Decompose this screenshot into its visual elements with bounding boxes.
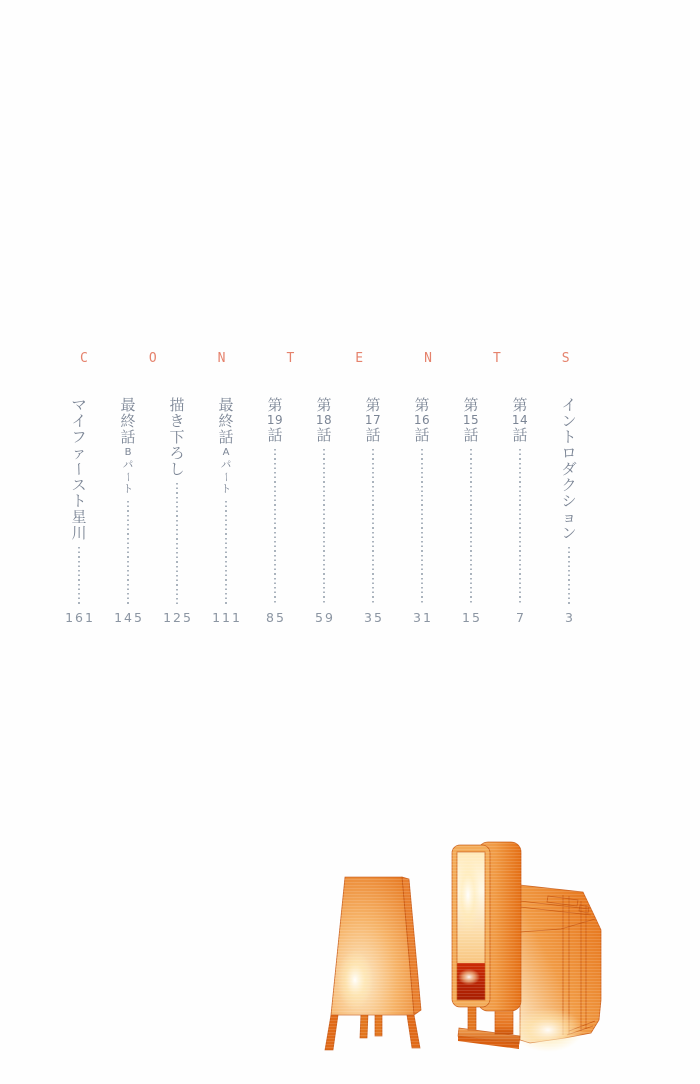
street-objects-illustration — [323, 835, 623, 1075]
toc-page-number: 7 — [516, 610, 526, 625]
dotted-leader — [519, 449, 521, 605]
toc-entry-char: 第 — [414, 396, 430, 414]
toc-page-number: 31 — [413, 610, 433, 625]
toc-entry-char: し — [169, 460, 185, 478]
toc-entry-char: 話 — [414, 426, 430, 444]
illuminated-standing-sign — [452, 842, 521, 1049]
toc-entry-char: イ — [561, 396, 577, 414]
toc-entry-char: ー — [70, 461, 88, 477]
toc-entry-char: 第 — [316, 396, 332, 414]
toc-entry-char: 話 — [463, 426, 479, 444]
toc-entry-char: 話 — [316, 426, 332, 444]
toc-entry-char: マ — [71, 396, 87, 414]
vending-machine — [513, 885, 601, 1052]
toc-entry-number: 19 — [266, 413, 284, 427]
toc-entry-number: A — [222, 447, 230, 458]
toc-entry-char: ク — [561, 476, 577, 494]
toc-list — [65, 396, 580, 625]
dotted-leader — [421, 449, 423, 605]
toc-entry — [362, 397, 384, 625]
toc-entry-number: B — [124, 447, 132, 458]
toc-entry-char: き — [169, 412, 185, 430]
toc-entry-title — [510, 397, 530, 443]
toc-entry-char: 第 — [365, 396, 381, 414]
toc-entry-title — [167, 397, 187, 477]
toc-entry-title — [559, 397, 579, 541]
illustration-svg — [323, 835, 623, 1075]
toc-entry-char: 星 — [71, 508, 87, 526]
toc-entry-number: 17 — [364, 413, 382, 427]
toc-entry — [65, 396, 95, 625]
toc-entry-title — [461, 397, 481, 443]
toc-page-number: 161 — [65, 610, 95, 625]
toc-entry — [163, 396, 193, 625]
toc-entry-number: 18 — [315, 413, 333, 427]
toc-entry-char: 川 — [71, 524, 87, 542]
toc-entry-number: 14 — [511, 413, 529, 427]
toc-entry-char: シ — [561, 492, 577, 510]
toc-entry-char: 終 — [218, 412, 234, 430]
toc-page-number: 35 — [364, 610, 384, 625]
a-frame-signboard — [325, 877, 421, 1050]
toc-entry — [114, 396, 144, 625]
dotted-leader — [127, 501, 129, 605]
toc-entry-subtitle — [218, 447, 234, 495]
toc-entry-number: 16 — [413, 413, 431, 427]
page-title: CONTENTS — [80, 351, 631, 366]
toc-entry-char: 話 — [365, 426, 381, 444]
toc-entry-char: ト — [122, 483, 134, 495]
toc-entry-char: ョ — [561, 508, 577, 526]
dotted-leader — [225, 501, 227, 605]
toc-entry-char: 話 — [218, 428, 234, 446]
toc-entry-char: 話 — [120, 428, 136, 446]
toc-entry-title — [363, 397, 383, 443]
toc-page-number: 3 — [565, 610, 575, 625]
toc-entry-char: フ — [71, 428, 87, 446]
toc-entry-char: イ — [71, 412, 87, 430]
toc-entry-char: ト — [561, 428, 577, 446]
toc-entry-char: 終 — [120, 412, 136, 430]
toc-page-number: 15 — [462, 610, 482, 625]
toc-entry — [212, 396, 242, 625]
toc-entry-subtitle — [120, 447, 136, 495]
toc-entry-title — [314, 397, 334, 443]
dotted-leader — [568, 547, 570, 605]
toc-entry-char: 第 — [463, 396, 479, 414]
toc-entry-char: 描 — [169, 396, 185, 414]
dotted-leader — [372, 449, 374, 605]
toc-entry-char: 下 — [169, 428, 185, 446]
dotted-leader — [470, 449, 472, 605]
toc-entry — [509, 397, 531, 625]
toc-page-number: 85 — [266, 610, 286, 625]
toc-entry-char: パ — [220, 459, 232, 471]
toc-entry-char: 最 — [218, 396, 234, 414]
toc-entry-title — [265, 397, 285, 443]
dotted-leader — [323, 449, 325, 605]
toc-entry-char: ろ — [169, 444, 185, 462]
toc-entry — [264, 397, 286, 625]
toc-entry-char: ン — [561, 524, 577, 542]
toc-page-number: 145 — [114, 610, 144, 625]
toc-entry-number: 15 — [462, 413, 480, 427]
toc-page-number: 59 — [315, 610, 335, 625]
toc-entry-char: ロ — [561, 444, 577, 462]
toc-entry-char: ァ — [71, 444, 87, 462]
toc-entry-char: ー — [122, 471, 134, 483]
toc-entry — [558, 397, 580, 625]
toc-page-number: 111 — [212, 610, 242, 625]
toc-entry-char: ス — [71, 476, 87, 494]
toc-entry-char: 最 — [120, 396, 136, 414]
toc-entry-char: 第 — [512, 396, 528, 414]
toc-entry-char: 第 — [267, 396, 283, 414]
toc-entry-char: ー — [220, 471, 232, 483]
toc-entry-title — [69, 397, 89, 541]
toc-entry-char: ン — [561, 412, 577, 430]
toc-entry-title — [216, 397, 236, 445]
toc-entry — [411, 397, 433, 625]
dotted-leader — [176, 483, 178, 605]
toc-entry — [460, 397, 482, 625]
toc-entry-char: 話 — [512, 426, 528, 444]
toc-entry-char: ト — [71, 492, 87, 510]
toc-entry-title — [412, 397, 432, 443]
dotted-leader — [274, 449, 276, 605]
toc-entry-char: 話 — [267, 426, 283, 444]
toc-entry-title — [118, 397, 138, 445]
toc-entry — [313, 397, 335, 625]
toc-entry-char: ト — [220, 483, 232, 495]
toc-entry-char: ダ — [561, 460, 577, 478]
dotted-leader — [78, 547, 80, 605]
toc-entry-char: パ — [122, 459, 134, 471]
toc-page-number: 125 — [163, 610, 193, 625]
